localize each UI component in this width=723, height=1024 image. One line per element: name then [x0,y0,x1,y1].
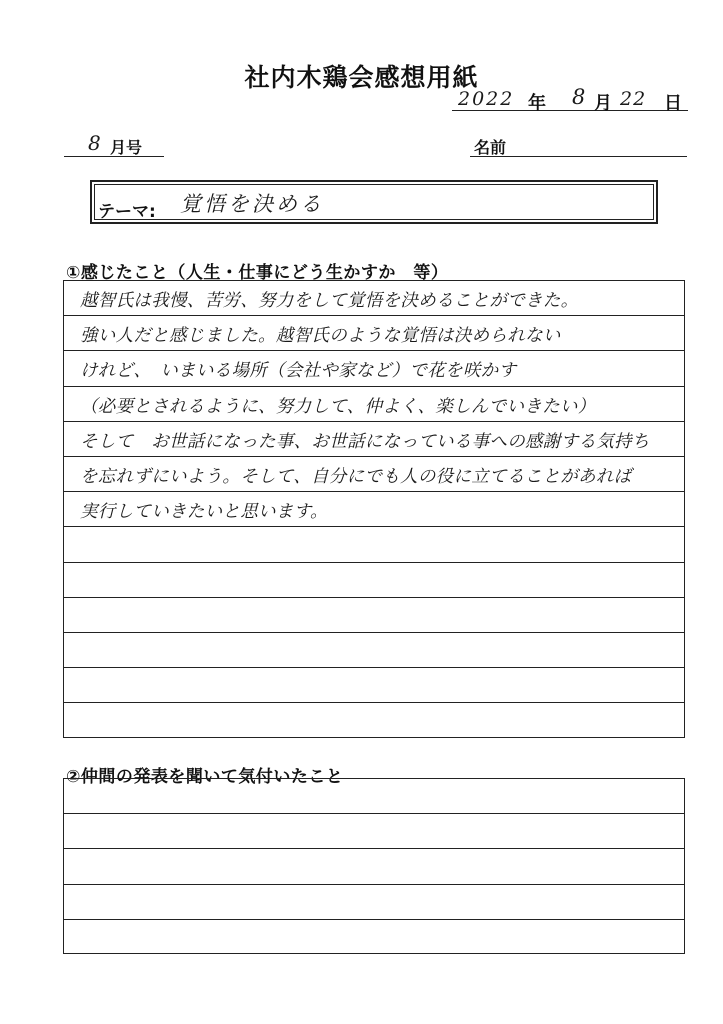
section1-rule-line [63,350,685,351]
section1-handwritten-line: 越智氏は我慢、苦労、努力をして覚悟を決めることができた。 [80,291,579,311]
date-month-value: 8 [572,85,586,109]
date-year-label: 年 [528,93,546,114]
theme-inner-border [94,184,654,220]
section2-heading: ②仲間の発表を聞いて気付いたこと [66,767,344,787]
section1-rule-line [63,632,685,633]
theme-label: テーマ: [98,202,156,222]
date-day-value: 22 [620,88,647,110]
section2-rule-line [63,813,685,814]
section1-rule-line [63,491,685,492]
section1-rule-line [63,597,685,598]
section1-rule-line [63,526,685,527]
issue-value: 8 [88,131,101,155]
name-label: 名前 [474,138,507,157]
section1-rule-line [63,702,685,703]
section1-rule-line [63,421,685,422]
date-underline [452,110,688,111]
section1-handwritten-line: けれど、 いまいる場所（会社や家など）で花を咲かす [80,361,517,382]
section1-rule-line [63,562,685,563]
section1-handwritten-line: 実行していきたいと思います。 [80,502,328,523]
section1-heading: ①感じたこと（人生・仕事にどう生かすか 等） [66,263,449,283]
section1-rule-line [63,456,685,457]
section1-handwritten-line: そして お世話になった事、お世話になっている事への感謝する気持ち [80,431,650,452]
form-title: 社内木鶏会感想用紙 [244,63,479,92]
issue-label: 月号 [110,138,143,157]
date-day-label: 日 [664,93,682,114]
section1-handwritten-line: を忘れずにいよう。そして、自分にでも人の役に立てることがあれば [80,467,632,487]
section1-handwritten-line: 強い人だと感じました。越智氏のような覚悟は決められない [80,326,561,347]
section2-rule-line [63,919,685,920]
section1-rule-line [63,315,685,316]
section1-rule-line [63,667,685,668]
date-month-label: 月 [594,93,612,114]
section2-writing-area [63,778,685,954]
section2-rule-line [63,884,685,885]
section2-rule-line [63,848,685,849]
section1-rule-line [63,386,685,387]
theme-value: 覚悟を決める [180,192,324,216]
date-year-value: 2022 [458,88,515,110]
section1-handwritten-line: （必要とされるように、努力して、仲よく、楽しんでいきたい） [80,396,596,417]
